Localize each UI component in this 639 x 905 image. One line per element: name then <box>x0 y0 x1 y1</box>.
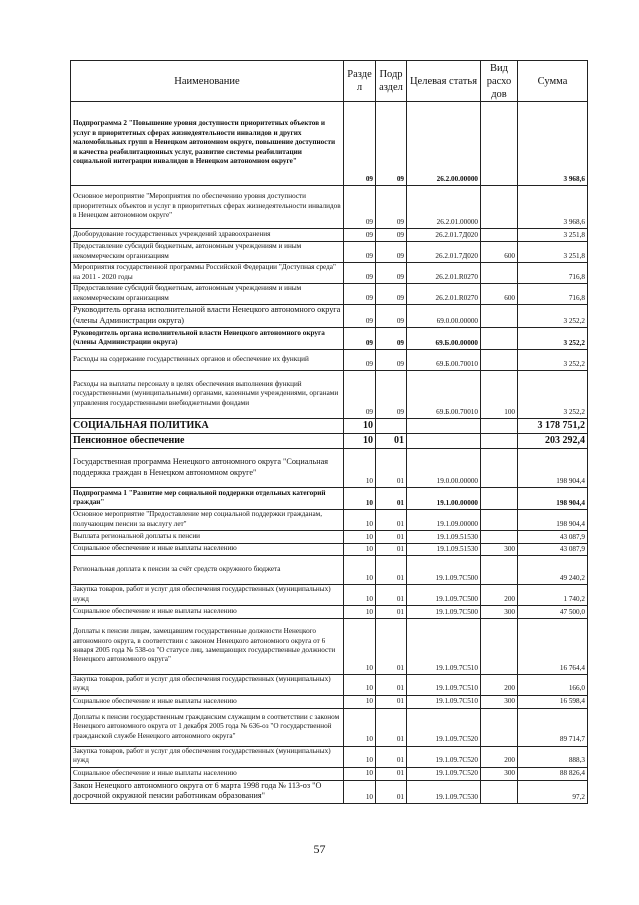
cell-name: Социальное обеспечение и иные выплаты населению <box>71 544 344 556</box>
header-name: Наименование <box>71 61 344 102</box>
cell-section: 09 <box>344 305 376 328</box>
cell-expense-type: 300 <box>481 606 518 619</box>
cell-amount: 89 714,7 <box>518 708 588 746</box>
cell-expense-type: 200 <box>481 675 518 696</box>
cell-name: Доплаты к пенсии государственным гражданским служащим в соответствии с законом Ненецкого автономного округа от 1 декабря 2005 года № 636-оз "О государственной гражданской службе Ненецкого автономного округа" <box>71 708 344 746</box>
cell-expense-type: 300 <box>481 544 518 556</box>
cell-amount: 16 598,4 <box>518 695 588 708</box>
cell-expense-type <box>481 229 518 242</box>
cell-subsection: 01 <box>376 695 407 708</box>
cell-amount: 3 968,6 <box>518 102 588 186</box>
table-row <box>71 556 588 585</box>
table-row <box>71 284 588 305</box>
cell-target: 19.1.09.7С500 <box>407 606 481 619</box>
cell-section: 09 <box>344 229 376 242</box>
cell-target: 69.Б.00.70010 <box>407 350 481 371</box>
cell-target: 26.2.01.R0270 <box>407 263 481 284</box>
cell-name: Пенсионное обеспечение <box>71 434 344 449</box>
table-row <box>71 708 588 746</box>
cell-expense-type: 200 <box>481 585 518 606</box>
table-row <box>71 780 588 803</box>
cell-target: 26.2.01.7Д020 <box>407 229 481 242</box>
cell-amount: 716,8 <box>518 263 588 284</box>
table-row <box>71 619 588 675</box>
cell-subsection: 01 <box>376 767 407 780</box>
table-row <box>71 434 588 449</box>
cell-target: 26.2.00.00000 <box>407 102 481 186</box>
cell-name: Предоставление субсидий бюджетным, автономным учреждениям и иным некоммерческим организациям <box>71 242 344 263</box>
cell-subsection: 01 <box>376 708 407 746</box>
table-header <box>71 61 588 102</box>
cell-section: 09 <box>344 284 376 305</box>
cell-target: 19.1.09.7С510 <box>407 675 481 696</box>
cell-section: 10 <box>344 695 376 708</box>
cell-subsection: 09 <box>376 284 407 305</box>
cell-subsection: 01 <box>376 619 407 675</box>
cell-name: Выплата региональной доплаты к пенсии <box>71 531 344 544</box>
cell-subsection: 01 <box>376 544 407 556</box>
table-row <box>71 242 588 263</box>
cell-expense-type: 200 <box>481 746 518 767</box>
cell-target: 19.1.00.00000 <box>407 488 481 510</box>
cell-expense-type <box>481 510 518 531</box>
cell-amount: 198 904,4 <box>518 510 588 531</box>
cell-section: 10 <box>344 510 376 531</box>
cell-section: 10 <box>344 419 376 434</box>
cell-section: 10 <box>344 556 376 585</box>
cell-name: Государственная программа Ненецкого автономного округа "Социальная поддержка граждан в Ненецком автономном округе" <box>71 449 344 488</box>
table-row <box>71 229 588 242</box>
cell-target: 19.1.09.51530 <box>407 544 481 556</box>
cell-expense-type: 100 <box>481 371 518 419</box>
table-row <box>71 531 588 544</box>
header-subsection: Подр аздел <box>376 61 407 102</box>
cell-amount: 166,0 <box>518 675 588 696</box>
cell-name: Закупка товаров, работ и услуг для обеспечения государственных (муниципальных) нужд <box>71 746 344 767</box>
cell-name: Доплаты к пенсии лицам, замещавшим государственные должности Ненецкого автономного округа, в соответствии с законом Ненецкого автономного округа от 6 января 2005 года № 538-оз "О статусе лиц, замещающих государственные должности Ненецкого автономного округа" <box>71 619 344 675</box>
cell-amount: 198 904,4 <box>518 488 588 510</box>
cell-name: Социальное обеспечение и иные выплаты населению <box>71 767 344 780</box>
table-row <box>71 746 588 767</box>
table-row <box>71 419 588 434</box>
cell-expense-type <box>481 488 518 510</box>
cell-target: 26.2.01.00000 <box>407 186 481 229</box>
table-row <box>71 305 588 328</box>
cell-name: Основное мероприятие "Мероприятия по обеспечению уровня доступности приоритетных объектов и услуг в приоритетных сферах жизнедеятельности инвалидов в Ненецком автономном округе" <box>71 186 344 229</box>
cell-subsection: 01 <box>376 449 407 488</box>
page-number: 57 <box>313 842 326 856</box>
cell-name: Закон Ненецкого автономного округа от 6 марта 1998 года № 113-оз "О досрочной окружной пенсии работникам образования" <box>71 780 344 803</box>
cell-expense-type <box>481 305 518 328</box>
table-row <box>71 544 588 556</box>
cell-amount: 3 968,6 <box>518 186 588 229</box>
cell-subsection: 01 <box>376 746 407 767</box>
cell-expense-type <box>481 186 518 229</box>
cell-section: 10 <box>344 767 376 780</box>
cell-target: 19.1.09.7С510 <box>407 619 481 675</box>
cell-expense-type: 300 <box>481 767 518 780</box>
table-row <box>71 488 588 510</box>
cell-section: 10 <box>344 619 376 675</box>
cell-section: 10 <box>344 544 376 556</box>
cell-expense-type <box>481 449 518 488</box>
cell-subsection: 09 <box>376 305 407 328</box>
cell-target: 69.Б.00.00000 <box>407 328 481 350</box>
cell-target: 19.1.09.7С500 <box>407 556 481 585</box>
cell-amount: 43 087,9 <box>518 544 588 556</box>
cell-section: 10 <box>344 531 376 544</box>
cell-name: Подпрограмма 2 "Повышение уровня доступности приоритетных объектов и услуг в приоритетных сферах жизнедеятельности инвалидов и других маломобильных групп в Ненецком автономном округе, повышение доступности и качества реабилитационных услуг, развитие системы реабилитации социальной интеграции инвалидов в Ненецком автономном округе" <box>71 102 344 186</box>
table-row <box>71 695 588 708</box>
cell-amount: 3 251,8 <box>518 229 588 242</box>
cell-target: 19.1.09.7С520 <box>407 708 481 746</box>
cell-subsection: 01 <box>376 556 407 585</box>
cell-target: 19.1.09.51530 <box>407 531 481 544</box>
cell-subsection: 01 <box>376 434 407 449</box>
cell-target: 26.2.01.7Д020 <box>407 242 481 263</box>
cell-subsection: 01 <box>376 510 407 531</box>
cell-section: 10 <box>344 746 376 767</box>
cell-amount: 43 087,9 <box>518 531 588 544</box>
table-row <box>71 350 588 371</box>
cell-section: 10 <box>344 675 376 696</box>
cell-expense-type <box>481 708 518 746</box>
cell-target: 19.1.09.7С530 <box>407 780 481 803</box>
cell-target <box>407 419 481 434</box>
cell-name: Закупка товаров, работ и услуг для обеспечения государственных (муниципальных) нужд <box>71 675 344 696</box>
cell-section: 09 <box>344 186 376 229</box>
cell-amount: 88 826,4 <box>518 767 588 780</box>
cell-amount: 3 252,2 <box>518 328 588 350</box>
cell-target: 19.1.09.00000 <box>407 510 481 531</box>
cell-expense-type <box>481 434 518 449</box>
cell-expense-type <box>481 531 518 544</box>
cell-amount: 3 251,8 <box>518 242 588 263</box>
table-row <box>71 186 588 229</box>
cell-expense-type <box>481 263 518 284</box>
cell-section: 10 <box>344 780 376 803</box>
cell-expense-type <box>481 328 518 350</box>
cell-subsection: 09 <box>376 102 407 186</box>
cell-name: Расходы на содержание государственных органов и обеспечение их функций <box>71 350 344 371</box>
cell-name: Руководитель органа исполнительной власти Ненецкого автономного округа (члены Администрации округа) <box>71 328 344 350</box>
cell-amount: 716,8 <box>518 284 588 305</box>
cell-subsection: 09 <box>376 371 407 419</box>
cell-name: Предоставление субсидий бюджетным, автономным учреждениям и иным некоммерческим организациям <box>71 284 344 305</box>
cell-name: Мероприятия государственной программы Российской Федерации "Доступная среда" на 2011 - 2020 годы <box>71 263 344 284</box>
cell-section: 09 <box>344 350 376 371</box>
cell-amount: 3 178 751,2 <box>518 419 588 434</box>
header-target: Целевая статья <box>407 61 481 102</box>
table-body <box>71 102 588 804</box>
cell-name: Социальное обеспечение и иные выплаты населению <box>71 695 344 708</box>
cell-subsection: 01 <box>376 606 407 619</box>
cell-amount: 47 500,0 <box>518 606 588 619</box>
cell-name: Подпрограмма 1 "Развитие мер социальной поддержки отдельных категорий граждан" <box>71 488 344 510</box>
cell-subsection: 09 <box>376 328 407 350</box>
cell-expense-type <box>481 619 518 675</box>
table-row <box>71 767 588 780</box>
cell-section: 10 <box>344 488 376 510</box>
cell-expense-type: 600 <box>481 242 518 263</box>
cell-name: Руководитель органа исполнительной власти Ненецкого автономного округа (члены Администрации округа) <box>71 305 344 328</box>
table-row <box>71 102 588 186</box>
cell-amount: 49 240,2 <box>518 556 588 585</box>
cell-subsection: 01 <box>376 585 407 606</box>
cell-name: Расходы на выплаты персоналу в целях обеспечения выполнения функций государственными (муниципальными) органами, казенными учреждениями, органами управления государственными внебюджетными фондами <box>71 371 344 419</box>
cell-name: Региональная доплата к пенсии за счёт средств окружного бюджета <box>71 556 344 585</box>
cell-amount: 888,3 <box>518 746 588 767</box>
cell-amount: 3 252,2 <box>518 371 588 419</box>
cell-section: 10 <box>344 585 376 606</box>
cell-subsection: 01 <box>376 531 407 544</box>
cell-name: Дооборудование государственных учреждений здравоохранения <box>71 229 344 242</box>
cell-section: 10 <box>344 434 376 449</box>
cell-subsection: 09 <box>376 186 407 229</box>
cell-name: СОЦИАЛЬНАЯ ПОЛИТИКА <box>71 419 344 434</box>
cell-section: 09 <box>344 328 376 350</box>
cell-subsection: 09 <box>376 350 407 371</box>
table-row <box>71 510 588 531</box>
table-row <box>71 606 588 619</box>
cell-target: 19.1.09.7С510 <box>407 695 481 708</box>
header-amount: Сумма <box>518 61 588 102</box>
cell-expense-type <box>481 556 518 585</box>
cell-expense-type: 600 <box>481 284 518 305</box>
cell-expense-type <box>481 419 518 434</box>
cell-subsection: 09 <box>376 229 407 242</box>
cell-expense-type <box>481 350 518 371</box>
table-row <box>71 585 588 606</box>
header-expense-type: Вид расхо дов <box>481 61 518 102</box>
table-row <box>71 371 588 419</box>
table-row <box>71 328 588 350</box>
cell-subsection <box>376 419 407 434</box>
cell-target: 19.0.00.00000 <box>407 449 481 488</box>
header-section: Разде л <box>344 61 376 102</box>
cell-name: Социальное обеспечение и иные выплаты населению <box>71 606 344 619</box>
cell-expense-type: 300 <box>481 695 518 708</box>
cell-section: 09 <box>344 102 376 186</box>
cell-subsection: 01 <box>376 488 407 510</box>
table-row <box>71 675 588 696</box>
cell-subsection: 09 <box>376 263 407 284</box>
cell-target: 19.1.09.7С520 <box>407 767 481 780</box>
cell-amount: 1 740,2 <box>518 585 588 606</box>
cell-section: 09 <box>344 242 376 263</box>
cell-section: 09 <box>344 371 376 419</box>
cell-name: Закупка товаров, работ и услуг для обеспечения государственных (муниципальных) нужд <box>71 585 344 606</box>
table-row <box>71 263 588 284</box>
cell-amount: 97,2 <box>518 780 588 803</box>
cell-amount: 3 252,2 <box>518 305 588 328</box>
cell-subsection: 01 <box>376 675 407 696</box>
cell-subsection: 09 <box>376 242 407 263</box>
cell-target: 26.2.01.R0270 <box>407 284 481 305</box>
cell-target: 69.0.00.00000 <box>407 305 481 328</box>
cell-expense-type <box>481 102 518 186</box>
cell-section: 10 <box>344 606 376 619</box>
cell-section: 10 <box>344 449 376 488</box>
cell-expense-type <box>481 780 518 803</box>
cell-section: 10 <box>344 708 376 746</box>
cell-target <box>407 434 481 449</box>
cell-amount: 3 252,2 <box>518 350 588 371</box>
table-row <box>71 449 588 488</box>
cell-amount: 198 904,4 <box>518 449 588 488</box>
cell-target: 19.1.09.7С520 <box>407 746 481 767</box>
cell-amount: 203 292,4 <box>518 434 588 449</box>
cell-target: 19.1.09.7С500 <box>407 585 481 606</box>
cell-subsection: 01 <box>376 780 407 803</box>
cell-amount: 16 764,4 <box>518 619 588 675</box>
cell-target: 69.Б.00.70010 <box>407 371 481 419</box>
cell-name: Основное мероприятие "Предоставление мер социальной поддержки гражданам, получающим пенсии за выслугу лет" <box>71 510 344 531</box>
cell-section: 09 <box>344 263 376 284</box>
budget-table <box>70 60 588 804</box>
